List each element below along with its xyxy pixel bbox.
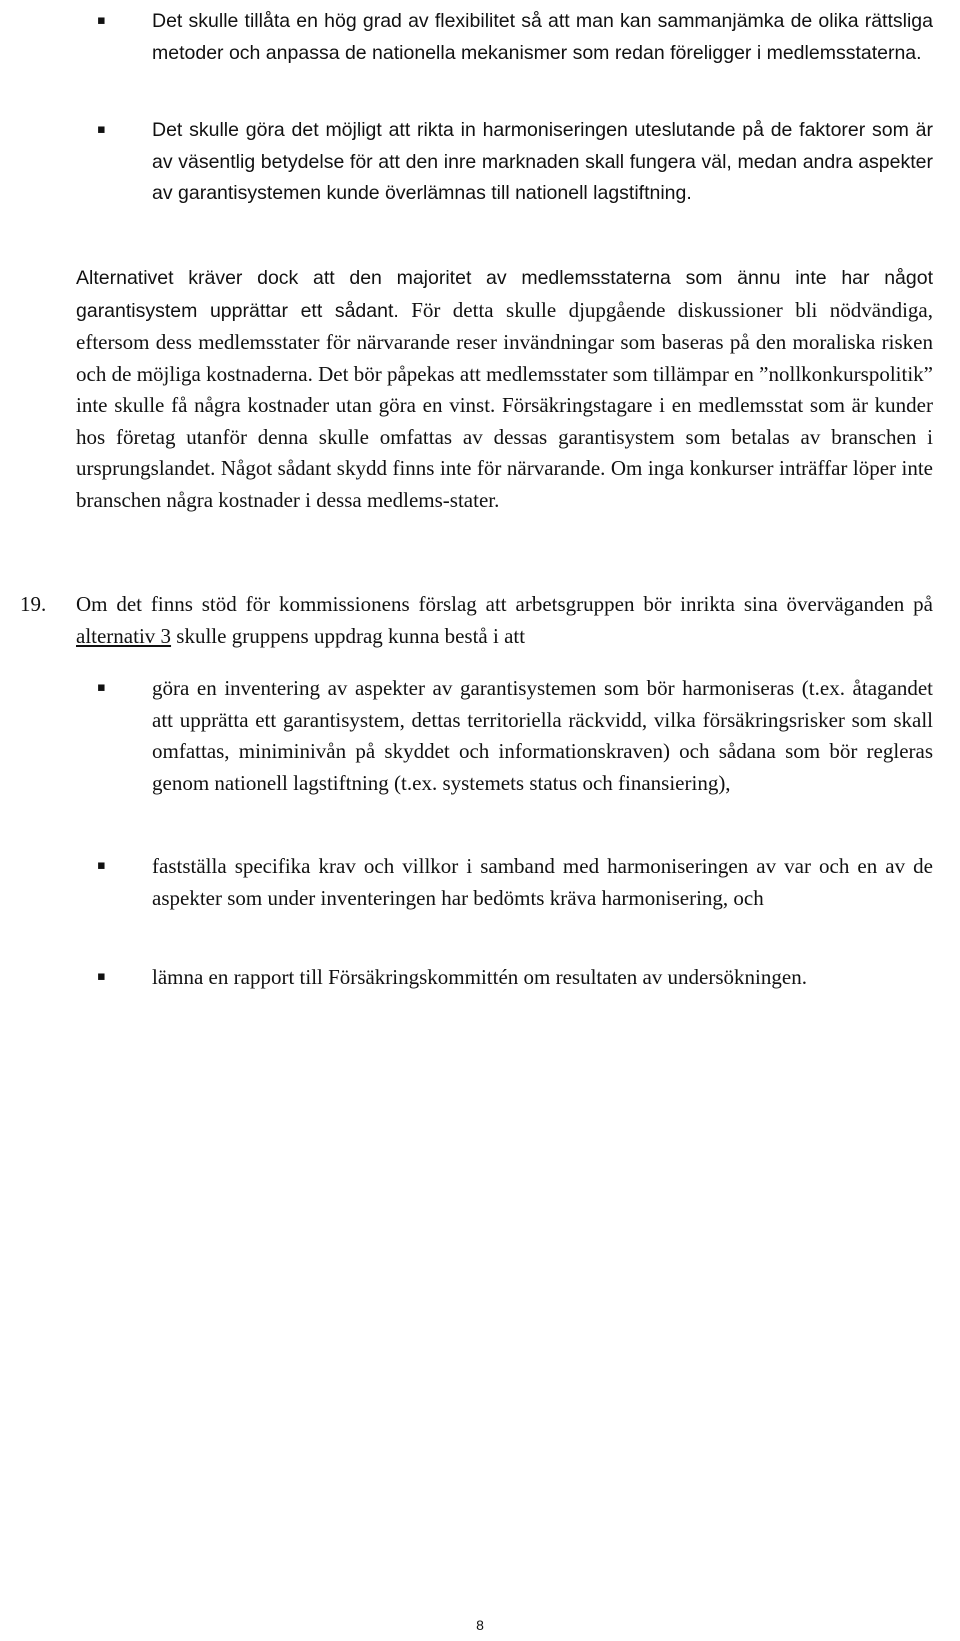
bullet-text: Det skulle tillåta en hög grad av flexibilitet så att man kan sammanjämka de olika rättsliga metoder och anpassa de nationella mekanismer som redan föreligger i medlemsstaterna. <box>152 10 933 64</box>
section-19 <box>20 589 933 652</box>
square-bullet-icon: ▪ <box>97 13 106 28</box>
bullet-text: göra en inventering av aspekter av garantisystemen som bör harmoniseras (t.ex. åtagandet att upprätta ett garantisystem, dettas territoriella räckvidd, vilka försäkringsrisker som skall omfattas, miniminivån på skyddet och informationskraven) och sådana som bör regleras genom nationell lagstiftning (t.ex. systemets status och finansiering), <box>152 676 933 795</box>
square-bullet-icon: ▪ <box>97 680 106 695</box>
body-paragraph-alternative <box>76 262 933 516</box>
bullet-item-requirements <box>97 851 933 914</box>
bullet-item-report <box>97 962 933 994</box>
section-text <box>76 589 933 652</box>
page-number: 8 <box>476 1617 484 1633</box>
bullet-text: fastställa specifika krav och villkor i samband med harmoniseringen av var och en av de aspekter som under inventeringen har bedömts kräva harmonisering, och <box>152 854 933 910</box>
section-text-before: Om det finns stöd för kommissionens förslag att arbetsgruppen bör inrikta sina överväganden på <box>76 592 933 616</box>
bullet-text: lämna en rapport till Försäkringskommittén om resultaten av undersökningen. <box>152 965 807 989</box>
paragraph-part-serif: För detta skulle djupgående diskussioner bli nödvändiga, eftersom dess medlemsstater för närvarande reser invändningar som baseras på den moraliska risken och de möjliga kostnaderna. Det bör påpekas att medlemsstater som tillämpar en ”nollkonkurspolitik” inte skulle få några kostnader utan göra en vinst. Försäkringstagare i en medlemsstat som är kunder hos företag utanför denna skulle omfattas av dessas garantisystem som betalas av branschen i ursprungslandet. Något sådant skydd finns inte för närvarande. Om inga konkurser inträffar löper inte branschen några kostnader i dessa medlems-stater. <box>76 297 934 512</box>
bullet-text: Det skulle göra det möjligt att rikta in harmoniseringen uteslutande på de faktorer som är av väsentlig betydelse för att den inre marknaden skall fungera väl, medan andra aspekter av garantisystemen kunde överlämnas till nationell lagstiftning. <box>152 119 933 204</box>
bullet-item-harmonisation-focus <box>97 115 933 210</box>
section-text-after: skulle gruppens uppdrag kunna bestå i att <box>171 623 526 648</box>
section-number: 19. <box>20 592 47 616</box>
bullet-item-flexibility <box>97 6 933 69</box>
paragraph-part-sans: Alternativet kräver dock att den majoritet av medlemsstaterna som ännu inte har något garantisystem upprättar ett sådant. <box>76 267 933 322</box>
square-bullet-icon: ▪ <box>97 858 106 873</box>
underlined-reference: alternativ 3 <box>76 623 172 648</box>
square-bullet-icon: ▪ <box>97 969 106 984</box>
bullet-item-inventory <box>97 673 933 799</box>
square-bullet-icon: ▪ <box>97 122 106 137</box>
